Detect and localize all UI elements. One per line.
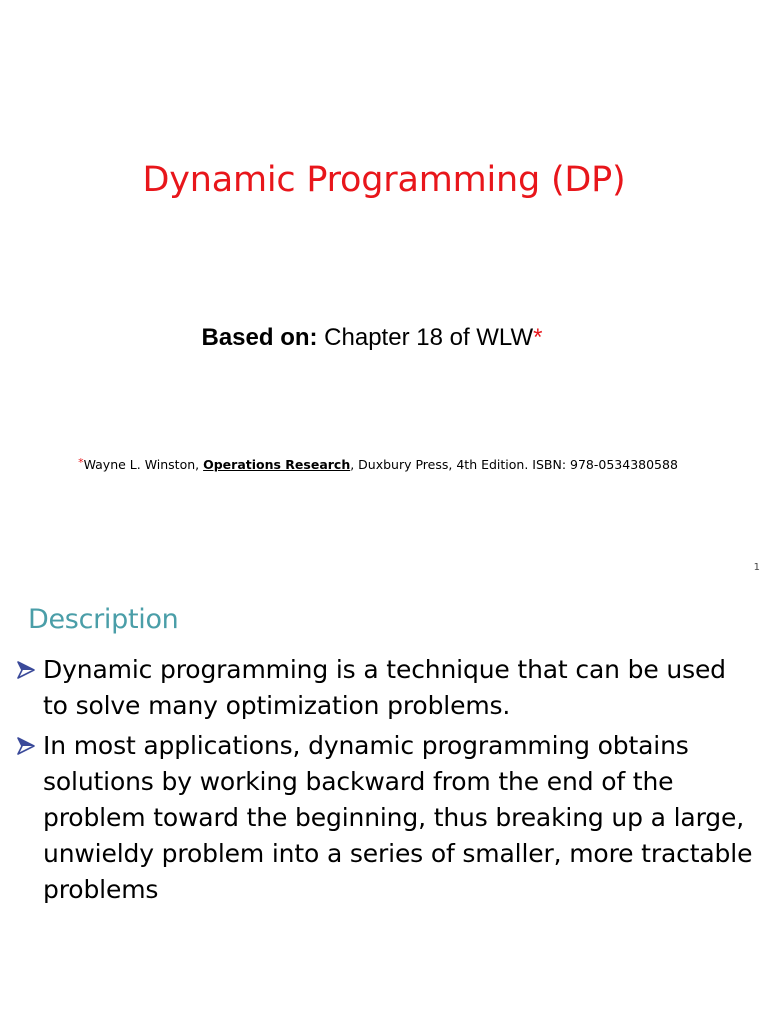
based-on-line (0, 324, 744, 352)
bullet-text: In most applications, dynamic programming obtains solutions by working backward from the end of the problem toward the beginning, thus breaking up a large, unwieldy problem into a series of smaller, more tractable problems (43, 731, 753, 904)
slide-title: Dynamic Programming (DP) (142, 160, 626, 200)
footnote-asterisk: * (78, 456, 84, 469)
based-on-asterisk: * (533, 324, 543, 351)
bullet-text: Dynamic programming is a technique that can be used to solve many optimization problems. (43, 655, 726, 720)
page-number: 1 (753, 562, 760, 573)
footnote-publisher: , Duxbury Press, 4th Edition. ISBN: 978-0534380588 (350, 457, 678, 472)
based-on-label: Based on: (201, 324, 318, 351)
bullet-item (14, 652, 754, 724)
footnote (0, 456, 756, 472)
bullet-item (14, 728, 754, 908)
slide-2 (0, 576, 768, 1024)
footnote-author: Wayne L. Winston, (83, 457, 204, 472)
arrowhead-bullet-icon (16, 736, 36, 756)
footnote-book-title: Operations Research (203, 457, 351, 472)
bullet-list (14, 652, 754, 912)
section-heading: Description (28, 604, 179, 635)
based-on-text: Chapter 18 of WLW (317, 324, 534, 351)
arrowhead-bullet-icon (16, 660, 36, 680)
